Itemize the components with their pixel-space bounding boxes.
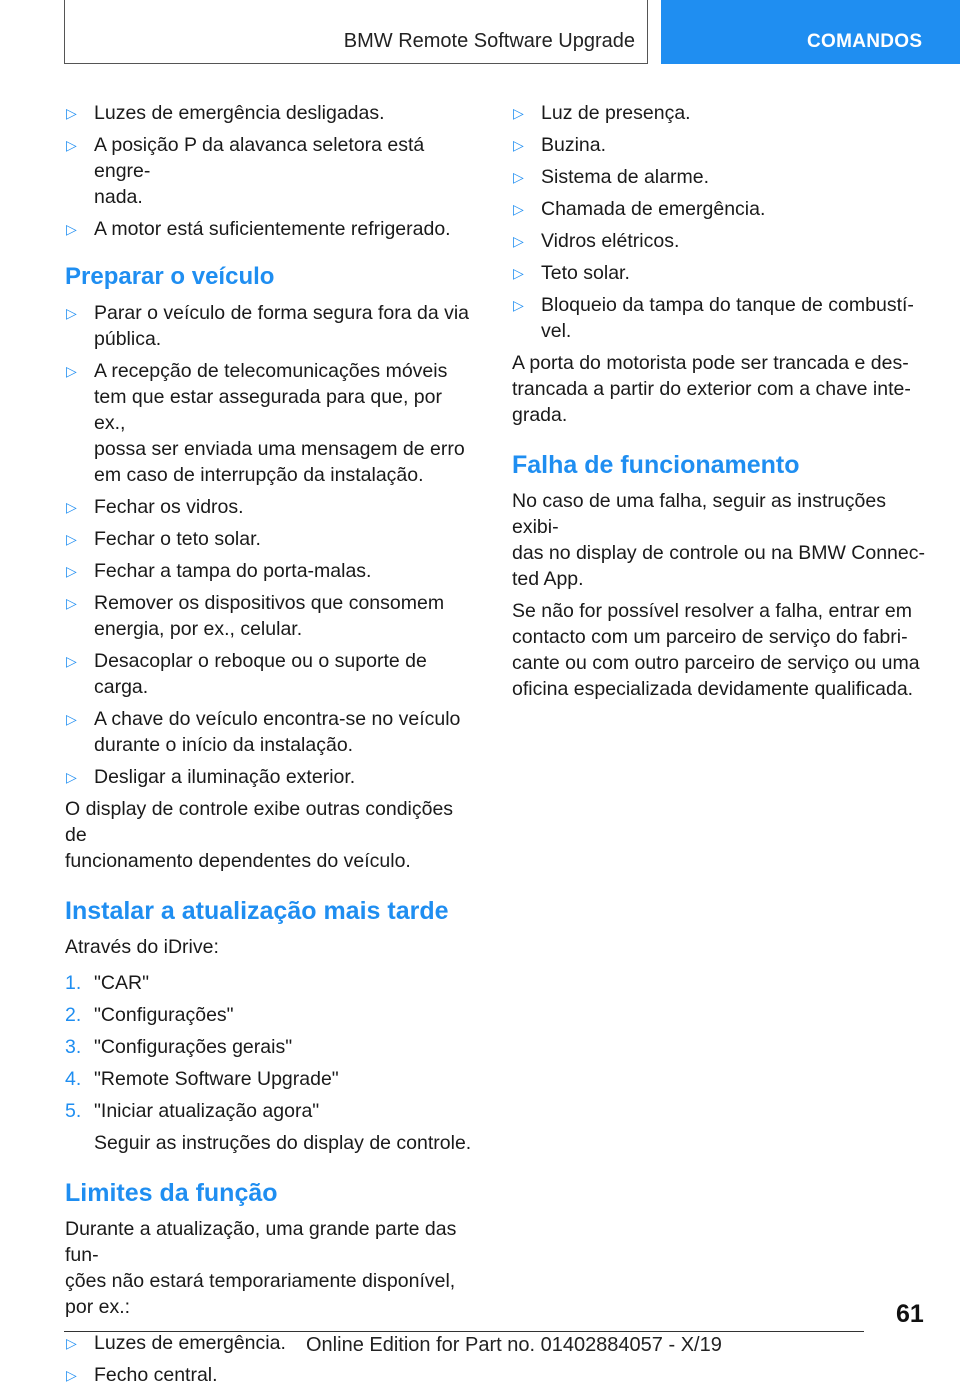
step-item bbox=[65, 1034, 477, 1060]
triangle-bullet-icon: ▷ bbox=[513, 137, 524, 153]
list-item bbox=[512, 100, 928, 126]
header-title-box bbox=[64, 0, 648, 64]
list-item-text: Desacoplar o reboque ou o suporte de carga. bbox=[94, 650, 427, 698]
list-item bbox=[65, 216, 477, 242]
para-door: A porta do motorista pode ser trancada e des- trancada a partir do exterior com a chave inte- grada. bbox=[512, 352, 911, 426]
list-item-text: Fecho central. bbox=[94, 1364, 218, 1386]
list-item bbox=[65, 132, 477, 210]
list-item-text: Remover os dispositivos que consomem energia, por ex., celular. bbox=[94, 592, 445, 640]
triangle-bullet-icon: ▷ bbox=[513, 169, 524, 185]
list-item-text: A chave do veículo encontra-se no veículo durante o início da instalação. bbox=[94, 708, 461, 756]
list-item-text: Luz de presença. bbox=[541, 102, 691, 124]
triangle-bullet-icon: ▷ bbox=[66, 769, 77, 785]
para-failure-2: Se não for possível resolver a falha, entrar em contacto com um parceiro de serviço do fabri- cante ou com outro parceiro de serviço ou uma oficina especializada devidamente qualificada. bbox=[512, 600, 920, 700]
right-column bbox=[512, 100, 928, 708]
triangle-bullet-icon: ▷ bbox=[66, 653, 77, 669]
page-number: 61 bbox=[896, 1300, 924, 1328]
triangle-bullet-icon: ▷ bbox=[66, 221, 77, 237]
para-idrive: Através do iDrive: bbox=[65, 936, 219, 958]
para-limits: Durante a atualização, uma grande parte das fun- ções não estará temporariamente disponível, por ex.: bbox=[65, 1218, 457, 1318]
list-item-text: Parar o veículo de forma segura fora da via pública. bbox=[94, 302, 470, 350]
list-item-text: "Configurações" bbox=[94, 1004, 234, 1026]
list-item bbox=[65, 590, 477, 642]
list-item bbox=[65, 706, 477, 758]
list-item-text: Chamada de emergência. bbox=[541, 198, 766, 220]
heading-prepare: Preparar o veículo bbox=[65, 263, 275, 290]
list-item-text: "Configurações gerais" bbox=[94, 1036, 293, 1058]
triangle-bullet-icon: ▷ bbox=[66, 363, 77, 379]
list-item bbox=[65, 300, 477, 352]
triangle-bullet-icon: ▷ bbox=[66, 499, 77, 515]
step-item bbox=[65, 1098, 477, 1124]
list-steps bbox=[65, 970, 477, 1124]
list-item-text: "CAR" bbox=[94, 972, 150, 994]
list-item-text: Sistema de alarme. bbox=[541, 166, 709, 188]
step-number: 3. bbox=[65, 1036, 82, 1058]
list-item-text: Fechar a tampa do porta-malas. bbox=[94, 560, 372, 582]
list-item-text: Fechar os vidros. bbox=[94, 496, 244, 518]
header-section-tab bbox=[661, 0, 960, 64]
list-item-text: "Remote Software Upgrade" bbox=[94, 1068, 339, 1090]
list-item-text: A posição P da alavanca seletora está engre- nada. bbox=[94, 134, 425, 208]
list-item bbox=[512, 196, 928, 222]
list-item-text: Teto solar. bbox=[541, 262, 630, 284]
heading-failure: Falha de funcionamento bbox=[512, 451, 800, 479]
list-item bbox=[512, 260, 928, 286]
list-item-text: Bloqueio da tampa do tanque de combustí- vel. bbox=[541, 294, 914, 342]
heading-limits: Limites da função bbox=[65, 1179, 278, 1207]
step-number: 5. bbox=[65, 1100, 82, 1122]
triangle-bullet-icon: ▷ bbox=[513, 105, 524, 121]
list-item-text: Fechar o teto solar. bbox=[94, 528, 261, 550]
list-item-text: A recepção de telecomunicações móveis tem que estar assegurada para que, por ex., possa ser enviada uma mensagem de erro em caso de interrupção da instalação. bbox=[94, 360, 465, 486]
list-item bbox=[65, 526, 477, 552]
list-item bbox=[512, 132, 928, 158]
list-item bbox=[65, 558, 477, 584]
list-functions bbox=[512, 100, 928, 344]
list-item-text: Luzes de emergência. bbox=[94, 1332, 286, 1354]
para-failure-1: No caso de uma falha, seguir as instruções exibi- das no display de controle ou na BMW Connec- ted App. bbox=[512, 490, 925, 590]
list-item bbox=[65, 100, 477, 126]
header-section-label: COMANDOS bbox=[807, 31, 923, 52]
step-item bbox=[65, 970, 477, 996]
header-title: BMW Remote Software Upgrade bbox=[343, 30, 635, 52]
step-number: 1. bbox=[65, 972, 82, 994]
triangle-bullet-icon: ▷ bbox=[513, 233, 524, 249]
triangle-bullet-icon: ▷ bbox=[66, 711, 77, 727]
list-item-text: Luzes de emergência desligadas. bbox=[94, 102, 385, 124]
list-item-text: Buzina. bbox=[541, 134, 607, 156]
list-conditions bbox=[65, 100, 477, 242]
list-item bbox=[65, 358, 477, 488]
triangle-bullet-icon: ▷ bbox=[66, 595, 77, 611]
list-item bbox=[65, 1362, 477, 1388]
triangle-bullet-icon: ▷ bbox=[66, 105, 77, 121]
triangle-bullet-icon: ▷ bbox=[66, 137, 77, 153]
list-item-text: "Iniciar atualização agora" bbox=[94, 1100, 320, 1122]
list-item-text: Vidros elétricos. bbox=[541, 230, 680, 252]
triangle-bullet-icon: ▷ bbox=[66, 563, 77, 579]
step-item bbox=[65, 1002, 477, 1028]
list-item bbox=[65, 648, 477, 700]
triangle-bullet-icon: ▷ bbox=[66, 1367, 77, 1383]
step-note: Seguir as instruções do display de controle. bbox=[94, 1132, 472, 1154]
step-number: 2. bbox=[65, 1004, 82, 1026]
list-item bbox=[65, 764, 477, 790]
triangle-bullet-icon: ▷ bbox=[513, 265, 524, 281]
list-item bbox=[512, 228, 928, 254]
triangle-bullet-icon: ▷ bbox=[513, 201, 524, 217]
heading-install: Instalar a atualização mais tarde bbox=[65, 897, 449, 925]
list-item bbox=[65, 494, 477, 520]
footer-divider bbox=[64, 1331, 864, 1332]
triangle-bullet-icon: ▷ bbox=[513, 297, 524, 313]
step-number: 4. bbox=[65, 1068, 82, 1090]
list-item bbox=[512, 164, 928, 190]
list-prepare bbox=[65, 300, 477, 790]
footer-edition: Online Edition for Part no. 01402884057 - X/19 bbox=[306, 1334, 722, 1356]
triangle-bullet-icon: ▷ bbox=[66, 305, 77, 321]
step-item bbox=[65, 1066, 477, 1092]
triangle-bullet-icon: ▷ bbox=[66, 1335, 77, 1351]
list-item-text: Desligar a iluminação exterior. bbox=[94, 766, 356, 788]
para-display: O display de controle exibe outras condições de funcionamento dependentes do veículo. bbox=[65, 798, 454, 872]
list-item bbox=[512, 292, 928, 344]
list-item-text: A motor está suficientemente refrigerado. bbox=[94, 218, 451, 240]
triangle-bullet-icon: ▷ bbox=[66, 531, 77, 547]
left-column bbox=[65, 100, 477, 1394]
